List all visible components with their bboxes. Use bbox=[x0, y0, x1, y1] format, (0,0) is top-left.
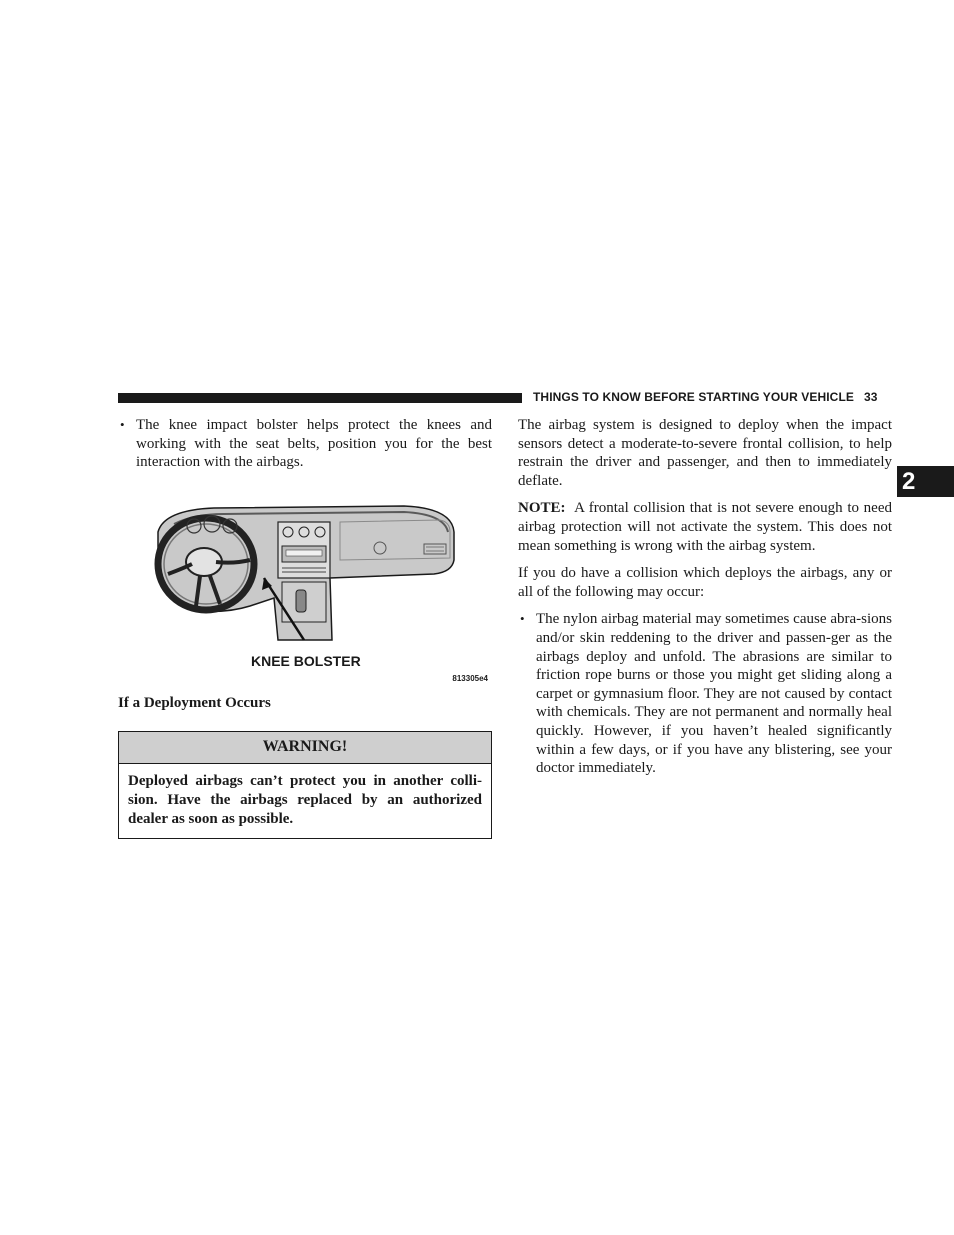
note-text: A frontal collision that is not severe enough to need airbag protection will not activate the system. This does not mean something is wrong with the airbag system. bbox=[518, 500, 892, 554]
figure-label: KNEE BOLSTER bbox=[251, 652, 361, 669]
note-paragraph bbox=[518, 499, 892, 555]
paragraph-collision: If you do have a collision which deploys the airbags, any or all of the following may occur: bbox=[518, 565, 892, 600]
note-label: NOTE: bbox=[518, 500, 566, 517]
warning-box bbox=[118, 731, 492, 839]
right-column bbox=[518, 416, 892, 778]
running-header bbox=[533, 390, 891, 404]
paragraph-deploy: The airbag system is designed to deploy when the impact sensors detect a moderate-to-severe frontal collision, to help restrain the driver and passenger, and then to immediately deflate. bbox=[518, 417, 892, 489]
header-title: THINGS TO KNOW BEFORE STARTING YOUR VEHICLE bbox=[533, 390, 854, 404]
section-heading: If a Deployment Occurs bbox=[118, 694, 271, 711]
knee-bolster-figure bbox=[118, 494, 492, 694]
chapter-tab: 2 bbox=[897, 466, 954, 497]
list-item: • The knee impact bolster helps protect the knees and working with the seat belts, position you for the best interaction with the airbags. bbox=[118, 416, 492, 472]
bullet-list bbox=[118, 416, 492, 472]
list-item: • The nylon airbag material may sometimes cause abra-sions and/or skin reddening to the driver and passen-ger as the airbags deploy and unfold. The abrasions are similar to friction rope burns or those you might get sliding along a carpet or gymnasium floor. They are not caused by contact with chemicals. They are not permanent and normally heal quickly. However, if you haven’t healed significantly within a few days, or if you have any blistering, see your doctor immediately. bbox=[518, 610, 892, 777]
left-column bbox=[118, 416, 492, 839]
header-rule bbox=[118, 393, 522, 403]
page-number: 33 bbox=[863, 390, 878, 404]
warning-title: WARNING! bbox=[119, 732, 491, 764]
warning-text: Deployed airbags can’t protect you in another colli-sion. Have the airbags replaced by an authorized dealer as soon as possible. bbox=[128, 773, 482, 828]
bullet-list bbox=[518, 610, 892, 777]
warning-body bbox=[119, 764, 491, 838]
dashboard-illustration bbox=[154, 502, 456, 647]
figure-code: 813305e4 bbox=[452, 673, 488, 683]
